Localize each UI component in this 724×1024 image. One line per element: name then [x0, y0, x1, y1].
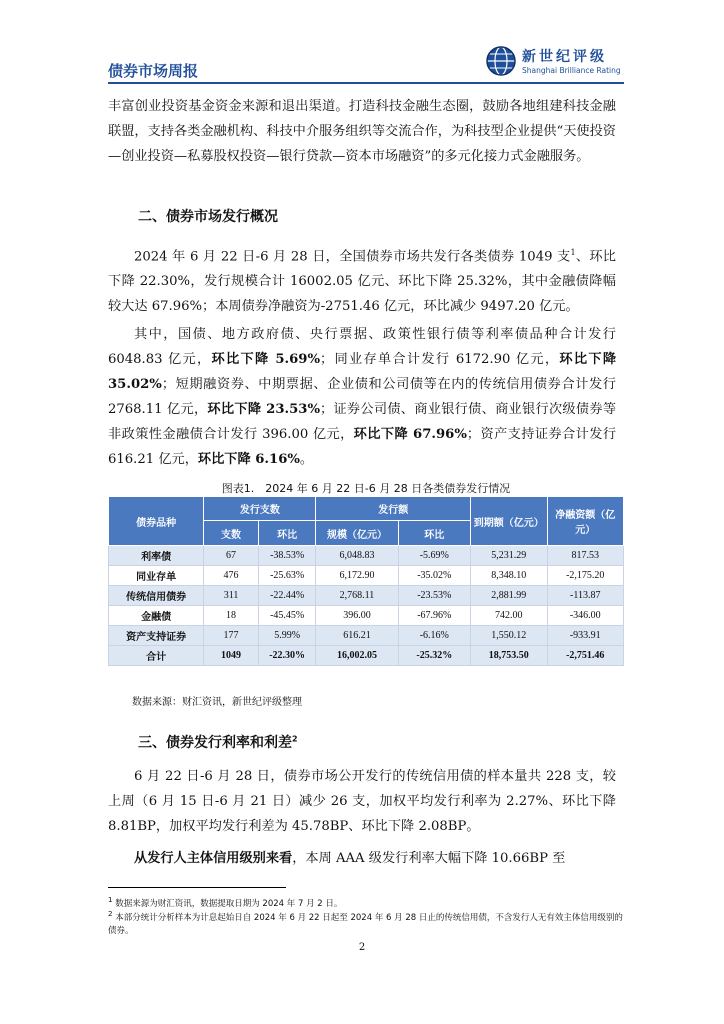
globe-logo-icon: [486, 46, 516, 76]
cell-count: 67: [204, 546, 259, 566]
cell-amount: 16,002.05: [316, 646, 398, 666]
cell-amount: 616.21: [316, 626, 398, 646]
cell-name: 同业存单: [109, 566, 204, 586]
logo-chinese-name: 新世纪评级: [522, 49, 607, 65]
header-divider: [108, 82, 624, 84]
cell-maturity: 1,550.12: [471, 626, 548, 646]
cell-name: 资产支持证券: [109, 626, 204, 646]
header-maturity: 到期额（亿元）: [471, 497, 548, 546]
section-2-paragraph-2: 其中，国债、地方政府债、央行票据、政策性银行债等利率债品种合计发行 6048.83 亿元，环比下降 5.69%；同业存单合计发行 6172.90 亿元，环比下降 35.02%；短期融资券、中期票据、企业债和公司债等在内的传统信用债券合计发行 2768.11 亿元，环比下降 23.53%；证券公司债、商业银行债、商业银行次级债券等非政策性金融债合计发行 396.00 亿元，环比下降 67.96%；资产支持证券合计发行 616.21 亿元，环比下降 6.16%。: [108, 327, 617, 467]
company-logo: [486, 44, 626, 80]
logo-english-name: Shanghai Brilliance Rating: [522, 66, 621, 75]
cell-count: 18: [204, 606, 259, 626]
bond-issuance-table: [108, 496, 624, 666]
section-2-paragraph-1: 2024 年 6 月 22 日-6 月 28 日，全国债券市场共发行各类债券 1049 支$^1$、环比下降 22.30%，发行规模合计 16002.05 亿元、环比下降 25.32%，其中金融债降幅较大达 67.96%；本周债券净融资为-2751.46 亿元，环比减少 9497.20 亿元。: [108, 248, 616, 315]
cell-count: 311: [204, 586, 259, 606]
cell-maturity: 8,348.10: [471, 566, 548, 586]
cell-maturity: 742.00: [471, 606, 548, 626]
cell-net: -2,751.46: [547, 646, 623, 666]
cell-count-chg: -45.45%: [258, 606, 316, 626]
cell-maturity: 2,881.99: [471, 586, 548, 606]
footnote-divider: [108, 887, 286, 888]
cell-amount-chg: -25.32%: [398, 646, 471, 666]
report-title: 债券市场周报: [108, 62, 199, 80]
header-variety: 债券品种: [109, 497, 204, 546]
cell-amount-chg: -67.96%: [398, 606, 471, 626]
table-row: [109, 646, 624, 666]
cell-net: -933.91: [547, 626, 623, 646]
table-row: [109, 606, 624, 626]
section-3-paragraph-2: 从发行人主体信用级别来看，本周 AAA 级发行利率大幅下降 10.66BP 至: [134, 851, 566, 866]
cell-count: 1049: [204, 646, 259, 666]
cell-maturity: 18,753.50: [471, 646, 548, 666]
header-count-num: 支数: [204, 521, 259, 546]
section-3-heading: 三、债券发行利率和利差$^2$: [138, 734, 298, 751]
cell-amount-chg: -5.69%: [398, 546, 471, 566]
header-count-change: 环比: [258, 521, 316, 546]
table-row: [109, 586, 624, 606]
header-amount-value: 规模（亿元）: [316, 521, 398, 546]
cell-amount-chg: -35.02%: [398, 566, 471, 586]
cell-amount-chg: -23.53%: [398, 586, 471, 606]
header-net-financing: 净融资额（亿元）: [547, 497, 623, 546]
cell-maturity: 5,231.29: [471, 546, 548, 566]
cell-count-chg: -22.44%: [258, 586, 316, 606]
cell-count-chg: 5.99%: [258, 626, 316, 646]
footnote-2: $^2$ 本部分统计分析样本为计息起始日自 2024 年 6 月 22 日起至 2024 年 6 月 28 日止的传统信用债，不含发行人无有效主体信用级别的债券。: [108, 909, 623, 936]
footnote-ref-1: 1: [570, 248, 576, 257]
section-2-heading: 二、债券市场发行概况: [138, 209, 278, 225]
cell-net: -346.00: [547, 606, 623, 626]
cell-amount: 2,768.11: [316, 586, 398, 606]
table-row: [109, 626, 624, 646]
cell-amount-chg: -6.16%: [398, 626, 471, 646]
footnote-ref-2: 2: [292, 734, 298, 744]
table-caption: 图表1. 2024 年 6 月 22 日-6 月 28 日各类债券发行情况: [221, 482, 511, 495]
page-number: 2: [358, 942, 366, 953]
cell-net: -2,175.20: [547, 566, 623, 586]
header-issue-amount: 发行额: [316, 497, 471, 521]
intro-paragraph: 丰富创业投资基金资金来源和退出渠道。打造科技金融生态圈，鼓励各地组建科技金融联盟，支持各类金融机构、科技中介服务组织等交流合作，为科技型企业提供“天使投资—创业投资—私募股权投资—银行贷款—资本市场融资”的多元化接力式金融服务。: [108, 99, 616, 164]
cell-amount: 396.00: [316, 606, 398, 626]
header-issue-count: 发行支数: [204, 497, 316, 521]
table-row: [109, 566, 624, 586]
footnote-1: $^1$ 数据来源为财汇资讯，数据提取日期为 2024 年 7 月 2 日。: [108, 895, 343, 909]
cell-amount: 6,048.83: [316, 546, 398, 566]
cell-count-chg: -22.30%: [258, 646, 316, 666]
cell-net: 817.53: [547, 546, 623, 566]
cell-name: 金融债: [109, 606, 204, 626]
table-source: 数据来源：财汇资讯，新世纪评级整理: [132, 697, 302, 708]
cell-count: 177: [204, 626, 259, 646]
header-amount-change: 环比: [398, 521, 471, 546]
cell-count-chg: -38.53%: [258, 546, 316, 566]
cell-net: -113.87: [547, 586, 623, 606]
cell-count-chg: -25.63%: [258, 566, 316, 586]
cell-name: 合计: [109, 646, 204, 666]
table-row: [109, 546, 624, 566]
cell-amount: 6,172.90: [316, 566, 398, 586]
cell-count: 476: [204, 566, 259, 586]
cell-name: 利率债: [109, 546, 204, 566]
section-3-paragraph-1: 6 月 22 日-6 月 28 日，债券市场公开发行的传统信用债的样本量共 228 支，较上周（6 月 15 日-6 月 21 日）减少 26 支，加权平均发行利率为 2.27%、环比下降 8.81BP，加权平均发行利差为 45.78BP、环比下降 2.08BP。: [108, 769, 616, 834]
cell-name: 传统信用债券: [109, 586, 204, 606]
